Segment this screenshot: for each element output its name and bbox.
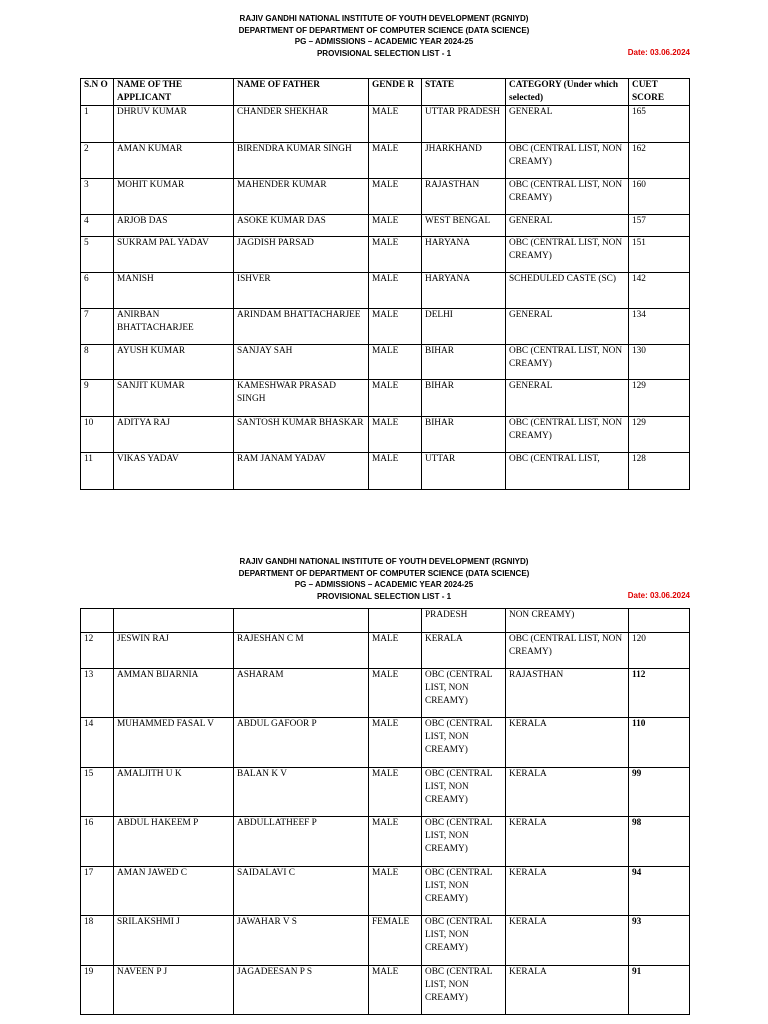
cell-father-name: RAM JANAM YADAV (234, 453, 369, 490)
cell-applicant-name: AMAN JAWED C (114, 867, 234, 916)
cell-gender: MALE (369, 817, 422, 867)
cell-gender: FEMALE (369, 916, 422, 966)
cell-sno: 3 (81, 179, 114, 215)
date-label: Date: 03.06.2024 (627, 590, 690, 600)
cell-category: KERALA (506, 718, 629, 768)
cell-applicant-name: SUKRAM PAL YADAV (114, 237, 234, 273)
cell-sno: 9 (81, 380, 114, 417)
cell-applicant-name: ARJOB DAS (114, 215, 234, 237)
cell-applicant-name: AMMAN BIJARNIA (114, 669, 234, 718)
cell-state: BIHAR (422, 417, 506, 453)
table-row (81, 966, 690, 1015)
cell-state: HARYANA (422, 237, 506, 273)
cell-category: OBC (CENTRAL LIST, (506, 453, 629, 490)
cell-cuet-score (629, 609, 690, 633)
cell-father-name: ASOKE KUMAR DAS (234, 215, 369, 237)
cell-father-name: CHANDER SHEKHAR (234, 106, 369, 143)
list-title: PROVISIONAL SELECTION LIST - 1 (316, 48, 452, 58)
table-row (81, 609, 690, 633)
cell-applicant-name: ABDUL HAKEEM P (114, 817, 234, 867)
cell-sno: 19 (81, 966, 114, 1015)
cell-category: KERALA (506, 867, 629, 916)
cell-gender: MALE (369, 237, 422, 273)
cell-category: KERALA (506, 916, 629, 966)
cell-gender: MALE (369, 669, 422, 718)
cell-cuet-score: 157 (629, 215, 690, 237)
cell-sno: 5 (81, 237, 114, 273)
cell-cuet-score: 94 (629, 867, 690, 916)
cell-sno: 6 (81, 273, 114, 309)
admissions-title: PG – ADMISSIONS – ACADEMIC YEAR 2024-25 (294, 37, 474, 46)
cell-cuet-score: 99 (629, 768, 690, 817)
cell-cuet-score: 110 (629, 718, 690, 768)
cell-state: PRADESH (422, 609, 506, 633)
cell-category: GENERAL (506, 309, 629, 345)
table-row (81, 380, 690, 417)
cell-father-name: SAIDALAVI C (234, 867, 369, 916)
cell-sno: 4 (81, 215, 114, 237)
col-header-applicant: NAME OF THE APPLICANT (114, 79, 234, 106)
table-row (81, 273, 690, 309)
cell-applicant-name: DHRUV KUMAR (114, 106, 234, 143)
col-header-state: STATE (422, 79, 506, 106)
cell-applicant-name: NAVEEN P J (114, 966, 234, 1015)
cell-category: KERALA (506, 768, 629, 817)
cell-sno: 1 (81, 106, 114, 143)
admissions-title: PG – ADMISSIONS – ACADEMIC YEAR 2024-25 (294, 580, 474, 589)
cell-state: OBC (CENTRAL LIST, NON CREAMY) (422, 669, 506, 718)
cell-state: KERALA (422, 633, 506, 669)
cell-cuet-score: 134 (629, 309, 690, 345)
cell-applicant-name: ANIRBAN BHATTACHARJEE (114, 309, 234, 345)
cell-gender: MALE (369, 966, 422, 1015)
cell-cuet-score: 165 (629, 106, 690, 143)
cell-father-name (234, 609, 369, 633)
cell-father-name: JAGADEESAN P S (234, 966, 369, 1015)
cell-applicant-name: MOHIT KUMAR (114, 179, 234, 215)
cell-sno: 18 (81, 916, 114, 966)
cell-cuet-score: 160 (629, 179, 690, 215)
cell-state: OBC (CENTRAL LIST, NON CREAMY) (422, 916, 506, 966)
table-row (81, 916, 690, 966)
cell-category: OBC (CENTRAL LIST, NON CREAMY) (506, 633, 629, 669)
cell-father-name: BIRENDRA KUMAR SINGH (234, 143, 369, 179)
cell-category: GENERAL (506, 215, 629, 237)
institute-title: RAJIV GANDHI NATIONAL INSTITUTE OF YOUTH DEVELOPMENT (RGNIYD) (239, 14, 529, 23)
table-row (81, 817, 690, 867)
table-row (81, 768, 690, 817)
cell-state: OBC (CENTRAL LIST, NON CREAMY) (422, 966, 506, 1015)
cell-cuet-score: 142 (629, 273, 690, 309)
cell-applicant-name: JESWIN RAJ (114, 633, 234, 669)
cell-state: RAJASTHAN (422, 179, 506, 215)
cell-father-name: MAHENDER KUMAR (234, 179, 369, 215)
cell-state: JHARKHAND (422, 143, 506, 179)
cell-cuet-score: 129 (629, 380, 690, 417)
cell-father-name: BALAN K V (234, 768, 369, 817)
cell-applicant-name: AMAN KUMAR (114, 143, 234, 179)
cell-gender: MALE (369, 106, 422, 143)
cell-gender (369, 609, 422, 633)
cell-sno: 16 (81, 817, 114, 867)
cell-sno: 8 (81, 345, 114, 380)
table-row (81, 669, 690, 718)
table-row (81, 179, 690, 215)
date-label: Date: 03.06.2024 (627, 47, 690, 57)
table-row (81, 453, 690, 490)
cell-sno (81, 609, 114, 633)
cell-father-name: JAGDISH PARSAD (234, 237, 369, 273)
col-header-sno: S.N O (81, 79, 114, 106)
cell-cuet-score: 120 (629, 633, 690, 669)
cell-cuet-score: 112 (629, 669, 690, 718)
cell-father-name: SANTOSH KUMAR BHASKAR (234, 417, 369, 453)
cell-father-name: RAJESHAN C M (234, 633, 369, 669)
cell-sno: 11 (81, 453, 114, 490)
list-title: PROVISIONAL SELECTION LIST - 1 (316, 591, 452, 601)
cell-father-name: JAWAHAR V S (234, 916, 369, 966)
cell-state: UTTAR PRADESH (422, 106, 506, 143)
cell-category: OBC (CENTRAL LIST, NON CREAMY) (506, 143, 629, 179)
cell-state: UTTAR (422, 453, 506, 490)
cell-cuet-score: 130 (629, 345, 690, 380)
cell-gender: MALE (369, 273, 422, 309)
cell-sno: 13 (81, 669, 114, 718)
cell-cuet-score: 98 (629, 817, 690, 867)
cell-applicant-name: AMALJITH U K (114, 768, 234, 817)
cell-gender: MALE (369, 179, 422, 215)
department-title: DEPARTMENT OF DEPARTMENT OF COMPUTER SCIENCE (DATA SCIENCE) (238, 25, 530, 35)
table-row (81, 106, 690, 143)
cell-cuet-score: 128 (629, 453, 690, 490)
cell-gender: MALE (369, 633, 422, 669)
cell-category: KERALA (506, 817, 629, 867)
cell-applicant-name: MANISH (114, 273, 234, 309)
table-row (81, 345, 690, 380)
cell-category: SCHEDULED CASTE (SC) (506, 273, 629, 309)
cell-applicant-name: ADITYA RAJ (114, 417, 234, 453)
cell-state: OBC (CENTRAL LIST, NON CREAMY) (422, 867, 506, 916)
cell-state: WEST BENGAL (422, 215, 506, 237)
table-row (81, 867, 690, 916)
table-header-row (81, 79, 690, 106)
cell-sno: 2 (81, 143, 114, 179)
cell-sno: 12 (81, 633, 114, 669)
cell-category: OBC (CENTRAL LIST, NON CREAMY) (506, 179, 629, 215)
cell-sno: 10 (81, 417, 114, 453)
cell-cuet-score: 91 (629, 966, 690, 1015)
cell-gender: MALE (369, 453, 422, 490)
cell-state: BIHAR (422, 345, 506, 380)
cell-state: DELHI (422, 309, 506, 345)
cell-gender: MALE (369, 768, 422, 817)
cell-cuet-score: 93 (629, 916, 690, 966)
cell-father-name: ISHVER (234, 273, 369, 309)
cell-cuet-score: 162 (629, 143, 690, 179)
cell-category: NON CREAMY) (506, 609, 629, 633)
cell-applicant-name: VIKAS YADAV (114, 453, 234, 490)
cell-applicant-name: SANJIT KUMAR (114, 380, 234, 417)
cell-sno: 7 (81, 309, 114, 345)
cell-father-name: ABDUL GAFOOR P (234, 718, 369, 768)
cell-state: BIHAR (422, 380, 506, 417)
cell-cuet-score: 151 (629, 237, 690, 273)
selection-table-page-1 (80, 78, 690, 490)
cell-category: GENERAL (506, 380, 629, 417)
cell-sno: 15 (81, 768, 114, 817)
cell-father-name: ARINDAM BHATTACHARJEE (234, 309, 369, 345)
table-row (81, 143, 690, 179)
cell-state: HARYANA (422, 273, 506, 309)
cell-category: OBC (CENTRAL LIST, NON CREAMY) (506, 417, 629, 453)
cell-sno: 17 (81, 867, 114, 916)
cell-category: OBC (CENTRAL LIST, NON CREAMY) (506, 345, 629, 380)
cell-category: GENERAL (506, 106, 629, 143)
cell-state: OBC (CENTRAL LIST, NON CREAMY) (422, 817, 506, 867)
col-header-father: NAME OF FATHER (234, 79, 369, 106)
table-row (81, 633, 690, 669)
cell-sno: 14 (81, 718, 114, 768)
cell-father-name: KAMESHWAR PRASAD SINGH (234, 380, 369, 417)
cell-cuet-score: 129 (629, 417, 690, 453)
col-header-gender: GENDE R (369, 79, 422, 106)
cell-applicant-name (114, 609, 234, 633)
cell-gender: MALE (369, 345, 422, 380)
cell-gender: MALE (369, 718, 422, 768)
table-row (81, 718, 690, 768)
cell-gender: MALE (369, 215, 422, 237)
cell-father-name: ASHARAM (234, 669, 369, 718)
table-row (81, 417, 690, 453)
cell-state: OBC (CENTRAL LIST, NON CREAMY) (422, 768, 506, 817)
cell-category: KERALA (506, 966, 629, 1015)
cell-gender: MALE (369, 867, 422, 916)
cell-father-name: SANJAY SAH (234, 345, 369, 380)
cell-father-name: ABDULLATHEEF P (234, 817, 369, 867)
department-title: DEPARTMENT OF DEPARTMENT OF COMPUTER SCIENCE (DATA SCIENCE) (238, 568, 530, 578)
cell-applicant-name: AYUSH KUMAR (114, 345, 234, 380)
cell-category: OBC (CENTRAL LIST, NON CREAMY) (506, 237, 629, 273)
col-header-cuet-score: CUET SCORE (629, 79, 690, 106)
table-row (81, 237, 690, 273)
table-row (81, 215, 690, 237)
cell-gender: MALE (369, 417, 422, 453)
cell-category: RAJASTHAN (506, 669, 629, 718)
cell-gender: MALE (369, 380, 422, 417)
table-row (81, 309, 690, 345)
col-header-category: CATEGORY (Under which selected) (506, 79, 629, 106)
cell-gender: MALE (369, 143, 422, 179)
cell-gender: MALE (369, 309, 422, 345)
cell-applicant-name: MUHAMMED FASAL V (114, 718, 234, 768)
institute-title: RAJIV GANDHI NATIONAL INSTITUTE OF YOUTH DEVELOPMENT (RGNIYD) (239, 557, 529, 566)
selection-table-page-2 (80, 608, 690, 1015)
cell-state: OBC (CENTRAL LIST, NON CREAMY) (422, 718, 506, 768)
cell-applicant-name: SRILAKSHMI J (114, 916, 234, 966)
